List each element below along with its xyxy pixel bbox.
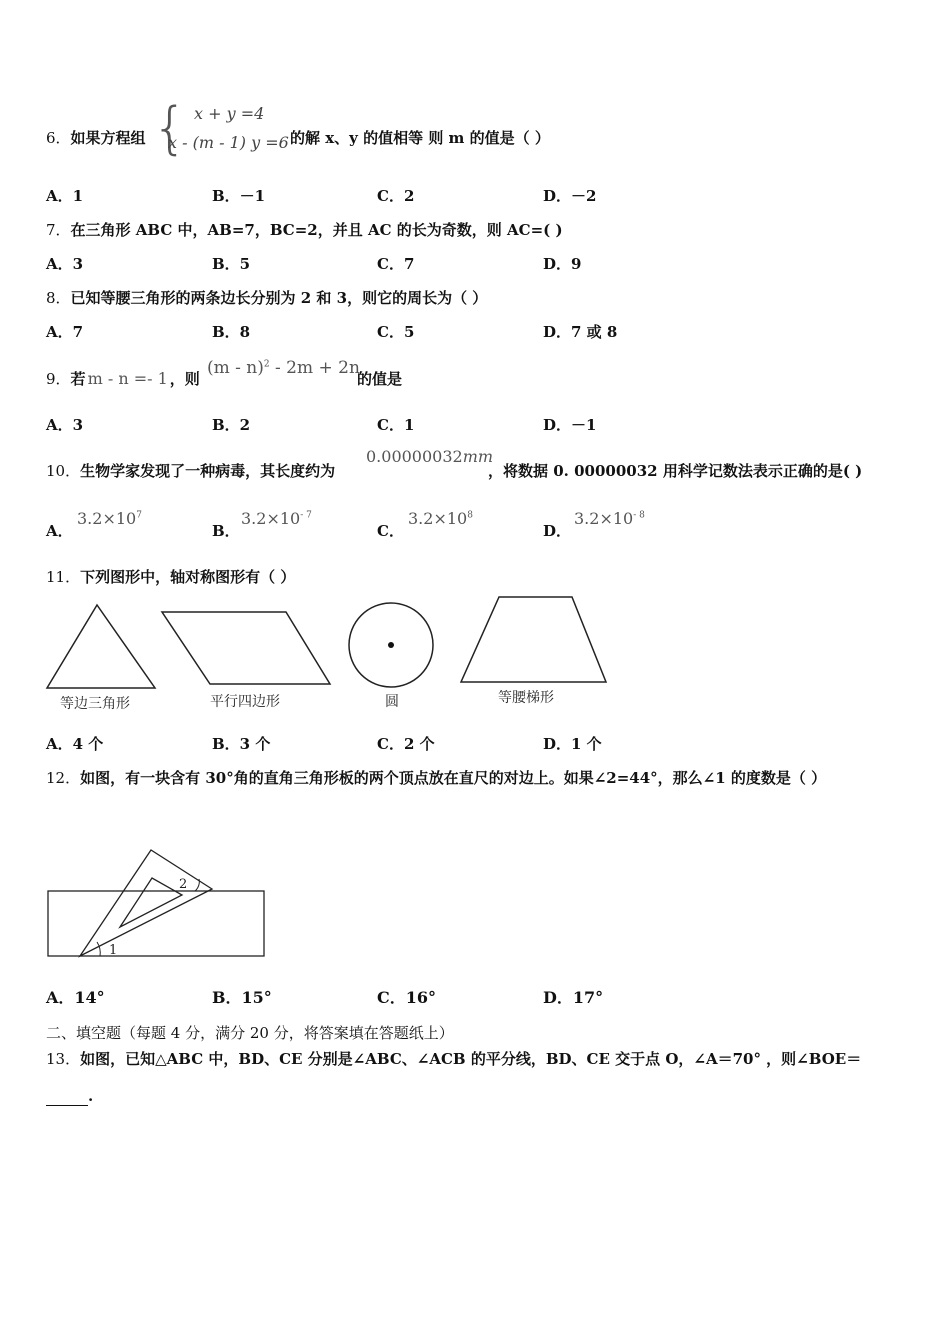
equation-2: x - (m - 1) y =6 bbox=[168, 133, 289, 152]
option-exponent: 8 bbox=[467, 510, 473, 521]
option-b-letter[interactable]: B． bbox=[212, 522, 240, 540]
value-number: 0.00000032 bbox=[366, 447, 463, 466]
expression-exponent: 2 bbox=[263, 359, 270, 370]
question-text: 的值是 bbox=[357, 370, 403, 388]
question-number: 10． bbox=[46, 462, 81, 480]
ruler-triangle-figure bbox=[44, 845, 274, 965]
option-c[interactable]: C．7 bbox=[377, 255, 415, 273]
condition-expression: m - n =- 1 bbox=[87, 369, 168, 388]
expression bbox=[207, 358, 360, 378]
question-number: 12． bbox=[46, 769, 81, 787]
expression-base: (m - n) bbox=[207, 358, 264, 378]
question-text: 如果方程组 bbox=[70, 129, 146, 147]
question-text: 若 bbox=[70, 370, 86, 388]
angle-1-label: 1 bbox=[109, 943, 118, 958]
question-number: 8． bbox=[46, 289, 71, 307]
equation-1: x + y =4 bbox=[194, 104, 265, 123]
option-d-letter[interactable]: D． bbox=[543, 522, 572, 540]
option-a-letter[interactable]: A． bbox=[46, 522, 73, 540]
option-c[interactable]: C．5 bbox=[377, 323, 415, 341]
option-base: 3.2×10 bbox=[408, 509, 468, 528]
option-c[interactable]: C．2 bbox=[377, 187, 415, 205]
question-text: 在三角形 ABC 中，AB=7，BC=2，并且 AC 的长为奇数，则 AC=( ) bbox=[70, 221, 563, 239]
question-number: 11． bbox=[46, 568, 81, 586]
option-b[interactable]: B．8 bbox=[212, 323, 251, 341]
option-c-value[interactable] bbox=[408, 509, 473, 528]
question-text: 生物学家发现了一种病毒，其长度约为 bbox=[80, 462, 336, 480]
option-d[interactable]: D．9 bbox=[543, 255, 582, 273]
option-exponent: - 8 bbox=[633, 510, 645, 521]
option-base: 3.2×10 bbox=[241, 509, 301, 528]
option-b[interactable]: B．15° bbox=[212, 988, 272, 1007]
question-number: 7． bbox=[46, 221, 71, 239]
option-d[interactable]: D．17° bbox=[543, 988, 604, 1007]
option-a[interactable]: A．1 bbox=[46, 187, 84, 205]
option-b[interactable]: B．2 bbox=[212, 416, 251, 434]
option-base: 3.2×10 bbox=[574, 509, 634, 528]
option-b[interactable]: B．3 个 bbox=[212, 735, 271, 753]
question-8 bbox=[46, 288, 487, 308]
option-d-value[interactable] bbox=[574, 509, 645, 528]
question-12 bbox=[46, 768, 826, 788]
value-unit: mm bbox=[462, 447, 494, 466]
answer-line[interactable] bbox=[46, 1086, 93, 1106]
option-d[interactable]: D．7 或 8 bbox=[543, 323, 618, 341]
question-number: 6． bbox=[46, 129, 71, 147]
option-d[interactable]: D．1 个 bbox=[543, 735, 602, 753]
option-b[interactable]: B．5 bbox=[212, 255, 251, 273]
figure-label-circle: 圆 bbox=[385, 694, 399, 710]
triangle-plate-outer bbox=[80, 850, 212, 956]
section-title: 二、填空题（每题 4 分，满分 20 分，将答案填在答题纸上） bbox=[46, 1024, 454, 1042]
option-c[interactable]: C．1 bbox=[377, 416, 415, 434]
isosceles-trapezoid-shape bbox=[461, 597, 606, 682]
question-text: ，将数据 0. 00000032 用科学记数法表示正确的是( ) bbox=[488, 462, 863, 480]
circle-center-dot bbox=[388, 642, 394, 648]
option-exponent: - 7 bbox=[300, 510, 312, 521]
parallelogram-shape bbox=[162, 612, 330, 684]
question-number: 13． bbox=[46, 1050, 81, 1068]
option-a[interactable]: A．4 个 bbox=[46, 735, 104, 753]
option-base: 3.2×10 bbox=[77, 509, 137, 528]
question-text: 的解 x、y 的值相等 则 m 的值是（ ） bbox=[290, 129, 550, 147]
option-a-value[interactable] bbox=[77, 509, 142, 528]
figure-label-trapezoid: 等腰梯形 bbox=[498, 690, 554, 706]
option-b[interactable]: B．－1 bbox=[212, 187, 266, 205]
question-11 bbox=[46, 567, 295, 587]
option-a[interactable]: A．3 bbox=[46, 416, 84, 434]
question-13 bbox=[46, 1049, 861, 1069]
option-b-value[interactable] bbox=[241, 509, 312, 528]
question-text: 如图，有一块含有 30°角的直角三角形板的两个顶点放在直尺的对边上。如果∠2=44°，那么∠1 的度数是（ ） bbox=[80, 769, 827, 787]
question-text: 已知等腰三角形的两条边长分别为 2 和 3，则它的周长为（ ） bbox=[70, 289, 488, 307]
period: . bbox=[88, 1087, 94, 1105]
option-a[interactable]: A．3 bbox=[46, 255, 84, 273]
figure-label-parallelogram: 平行四边形 bbox=[210, 694, 280, 710]
question-text: 如图，已知△ABC 中，BD、CE 分别是∠ABC、∠ACB 的平分线，BD、CE 交于点 O，∠A＝70° ，则∠BOE＝ bbox=[80, 1050, 862, 1068]
angle-1-arc bbox=[97, 942, 100, 956]
option-d[interactable]: D．－2 bbox=[543, 187, 597, 205]
figure-label-triangle: 等边三角形 bbox=[60, 696, 130, 712]
option-exponent: 7 bbox=[136, 510, 142, 521]
question-10 bbox=[46, 461, 335, 481]
question-7 bbox=[46, 220, 563, 240]
question-6 bbox=[46, 128, 146, 148]
question-text: ，则 bbox=[169, 370, 200, 388]
answer-blank[interactable] bbox=[46, 1091, 88, 1106]
angle-2-label: 2 bbox=[179, 877, 188, 892]
expression-rest: - 2m + 2n bbox=[275, 358, 360, 378]
left-brace-icon: { bbox=[152, 96, 188, 161]
option-d[interactable]: D．－1 bbox=[543, 416, 597, 434]
option-a[interactable]: A．14° bbox=[46, 988, 105, 1007]
option-c-letter[interactable]: C． bbox=[377, 522, 404, 540]
ruler-shape bbox=[48, 891, 264, 956]
option-a[interactable]: A．7 bbox=[46, 323, 84, 341]
option-c[interactable]: C．16° bbox=[377, 988, 437, 1007]
question-9 bbox=[46, 369, 200, 389]
length-value bbox=[366, 447, 493, 466]
question-text: 下列图形中，轴对称图形有（ ） bbox=[80, 568, 296, 586]
question-number: 9． bbox=[46, 370, 71, 388]
option-c[interactable]: C．2 个 bbox=[377, 735, 435, 753]
equilateral-triangle-shape bbox=[47, 605, 155, 688]
